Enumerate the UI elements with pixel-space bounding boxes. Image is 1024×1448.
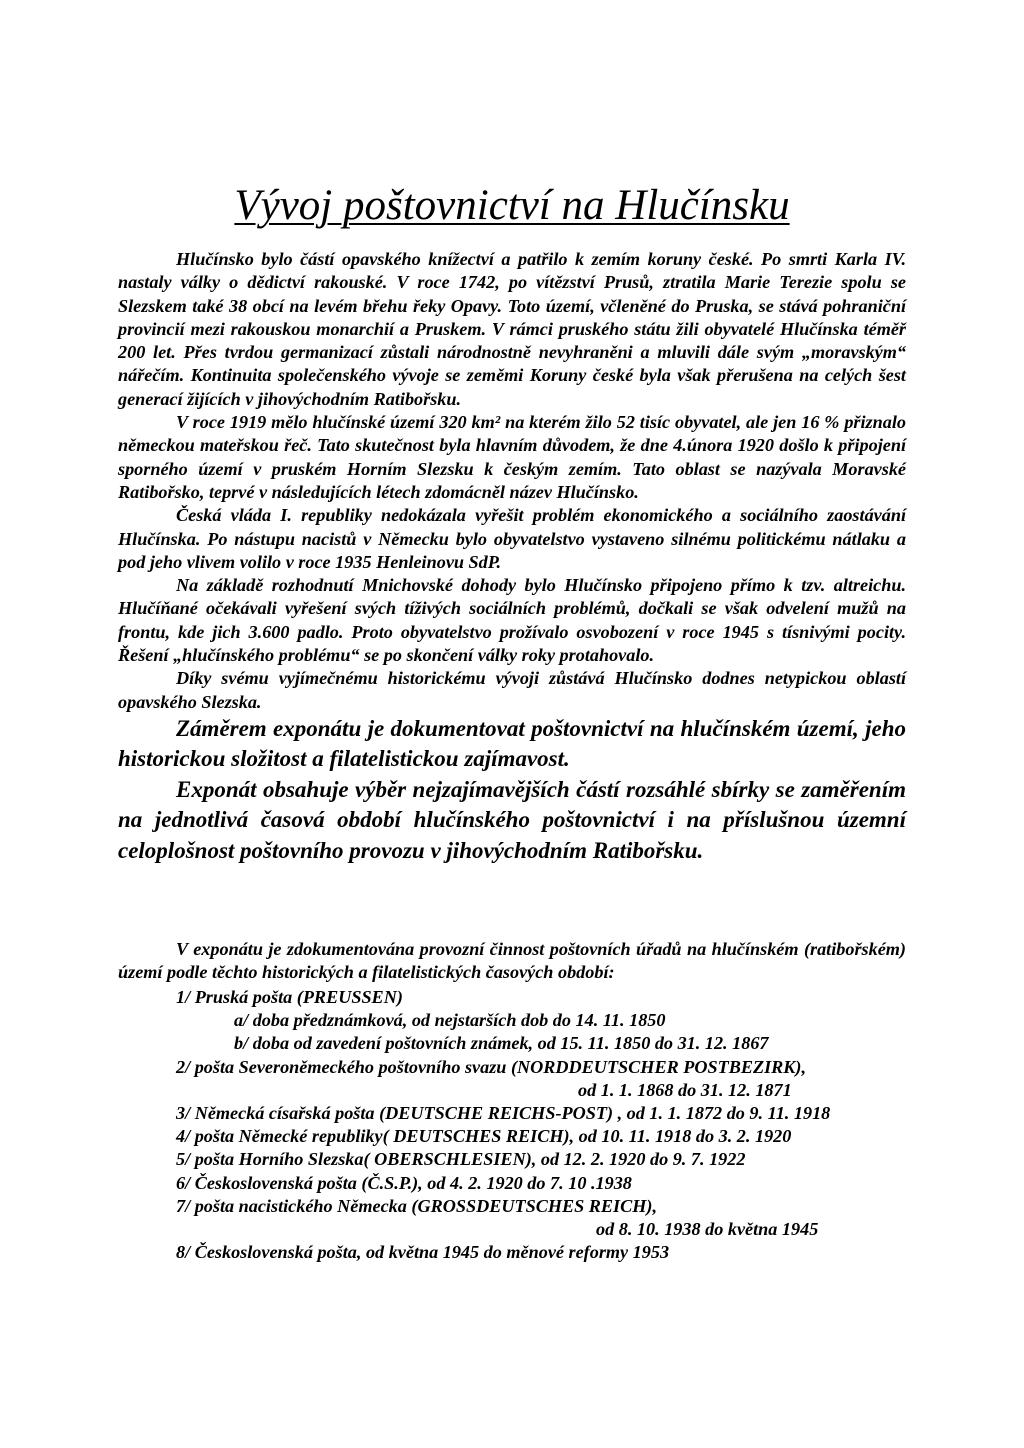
paragraph-aim: Záměrem exponátu je dokumentovat poštovnictví na hlučínském území, jeho historickou složitost a filatelistickou zajímavost. bbox=[118, 715, 906, 772]
period-item: 4/ pošta Německé republiky( DEUTSCHES REICH), od 10. 11. 1918 do 3. 2. 1920 bbox=[176, 1126, 792, 1147]
exhibit-intro bbox=[118, 938, 906, 985]
paragraph-history-1: Hlučínsko bylo částí opavského knížectví a patřilo k zemím koruny české. Po smrti Karla IV. nastaly války o dědictví rakouské. V roce 1742, po vítězství Prusů, ztratila Marie Terezie spolu se Slezskem také 38 obcí na levém břehu řeky Opavy. Toto území, včleněné do Pruska, se stává pohraniční provincií mezi rakouskou monarchií a Pruskem. V rámci pruského státu žili obyvatelé Hlučínska téměř 200 let. Přes tvrdou germanizací zůstali národnostně nevyhraněni a mluvili dále svým „moravským“ nářečím. Kontinuita společenského vývoje se zeměmi Koruny české byla však přerušena na celých šest generací žijících v jihovýchodním Ratibořsku. bbox=[118, 249, 906, 409]
paragraph-contents: Exponát obsahuje výběr nejzajímavějších částí rozsáhlé sbírky se zaměřením na jednotlivá časová období hlučínského poštovnictví i na příslušnou územní celoplošnost poštovního provozu v jihovýchodním Ratibořsku. bbox=[118, 776, 906, 863]
period-item: 7/ pošta nacistického Německa (GROSSDEUTSCHES REICH), bbox=[176, 1195, 658, 1216]
paragraph-history-2: V roce 1919 mělo hlučínské území 320 km² na kterém žilo 52 tisíc obyvatel, ale jen 16 % přiznalo německou mateřskou řeč. Tato skutečnost byla hlavním důvodem, že dne 4.února 1920 došlo k připojení sporného území v pruském Horním Slezsku k českým zemím. Tato oblast se nazývala Moravské Ratibořsko, teprvé v následujících létech zdomácněl název Hlučínsko. bbox=[118, 412, 906, 502]
paragraph-history-5: Díky svému vyjímečnému historickému vývoji zůstává Hlučínsko dodnes netypickou oblastí opavského Slezska. bbox=[118, 668, 906, 712]
paragraph-history-3: Česká vláda I. republiky nedokázala vyřešit problém ekonomického a sociálního zaostávání Hlučínska. Po nástupu nacistů v Německu bylo obyvatelstvo vystaveno silnému politickému nátlaku a pod jeho vlivem volilo v roce 1935 Henleinovu SdP. bbox=[118, 505, 906, 572]
period-item: 5/ pošta Horního Slezska( OBERSCHLESIEN), od 12. 2. 1920 do 9. 7. 1922 bbox=[176, 1149, 746, 1170]
period-item: 3/ Německá císařská pošta (DEUTSCHE REICHS-POST) , od 1. 1. 1872 do 9. 11. 1918 bbox=[176, 1103, 831, 1124]
history-text bbox=[118, 248, 906, 866]
page-title: Vývoj poštovnictví na Hlučínsku bbox=[234, 182, 790, 229]
paragraph-periods-intro: V exponátu je zdokumentována provozní činnost poštovních úřadů na hlučínském (ratibořském) území podle těchto historických a filatelistických časových období: bbox=[118, 939, 906, 983]
period-item: 2/ pošta Severoněmeckého poštovního svazu (NORDDEUTSCHER POSTBEZIRK), bbox=[176, 1056, 807, 1077]
paragraph-history-4: Na základě rozhodnutí Mnichovské dohody bylo Hlučínsko připojeno přímo k tzv. altreichu. Hlučíňané očekávali vyřešení svých tíživých sociálních problémů, dočkali se však odvelení mužů na frontu, kde jich 3.600 padlo. Proto obyvatelstvo prožívalo osvobození v roce 1945 s tísnivými pocity. Řešení „hlučínského problému“ se po skončení války roky protahovalo. bbox=[118, 575, 906, 666]
period-list bbox=[118, 986, 918, 1264]
period-subitem: a/ doba předznámková, od nejstarších dob do 14. 11. 1850 bbox=[234, 1010, 666, 1031]
period-item-continuation: od 1. 1. 1868 do 31. 12. 1871 bbox=[578, 1079, 792, 1100]
period-item: 8/ Československá pošta, od května 1945 do měnové reformy 1953 bbox=[176, 1242, 670, 1263]
period-item: 6/ Československá pošta (Č.S.P.), od 4. 2. 1920 do 7. 10 .1938 bbox=[176, 1172, 632, 1193]
period-item: 1/ Pruská pošta (PREUSSEN) bbox=[176, 987, 403, 1007]
period-item-continuation: od 8. 10. 1938 do května 1945 bbox=[596, 1219, 819, 1240]
period-subitem: b/ doba od zavedení poštovních známek, od 15. 11. 1850 do 31. 12. 1867 bbox=[234, 1033, 769, 1054]
